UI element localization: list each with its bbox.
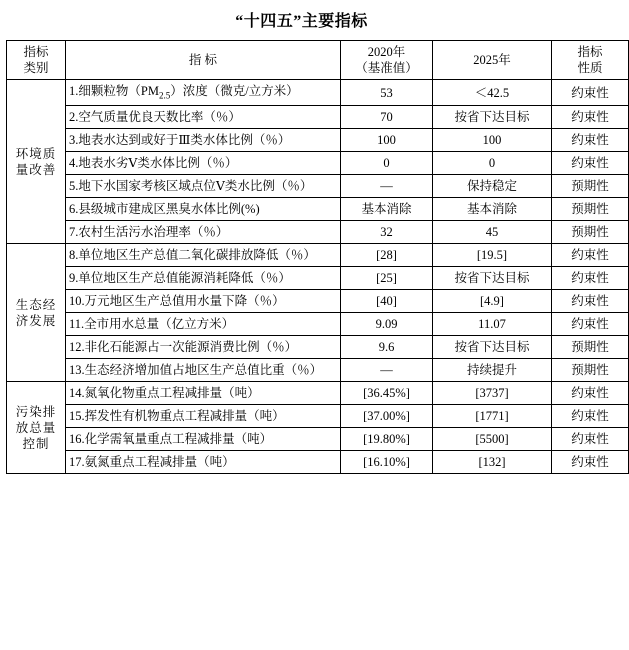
table-row <box>7 221 629 244</box>
baseline-value: 100 <box>341 129 433 152</box>
indicator-type: 约束性 <box>552 106 629 129</box>
baseline-value: — <box>341 175 433 198</box>
indicator-name: 4.地表水劣Ⅴ类水体比例（％） <box>66 152 341 175</box>
baseline-value: [25] <box>341 267 433 290</box>
baseline-value: [16.10%] <box>341 451 433 474</box>
baseline-value: 9.6 <box>341 336 433 359</box>
table-row <box>7 152 629 175</box>
indicator-type: 约束性 <box>552 244 629 267</box>
table-row <box>7 382 629 405</box>
table-header <box>7 41 629 80</box>
indicator-name: 17.氨氮重点工程减排量（吨） <box>66 451 341 474</box>
table-header-row <box>7 41 629 80</box>
indicator-name: 13.生态经济增加值占地区生产总值比重（％） <box>66 359 341 382</box>
indicator-type: 预期性 <box>552 175 629 198</box>
indicator-name-subscript: 2.5 <box>158 90 171 101</box>
indicator-name-part1: 1.细颗粒物（PM <box>69 84 159 98</box>
table-body <box>7 80 629 474</box>
table-row <box>7 198 629 221</box>
baseline-value: 9.09 <box>341 313 433 336</box>
table-row <box>7 267 629 290</box>
indicator-type: 预期性 <box>552 336 629 359</box>
indicator-name: 11.全市用水总量（亿立方米） <box>66 313 341 336</box>
target-value: 45 <box>433 221 552 244</box>
baseline-value: 53 <box>341 80 433 106</box>
indicator-type: 约束性 <box>552 451 629 474</box>
indicator-name: 8.单位地区生产总值二氧化碳排放降低（％） <box>66 244 341 267</box>
table-row <box>7 428 629 451</box>
indicator-type: 预期性 <box>552 221 629 244</box>
table-row <box>7 405 629 428</box>
target-value: 按省下达目标 <box>433 106 552 129</box>
baseline-value: [28] <box>341 244 433 267</box>
indicator-name: 7.农村生活污水治理率（％） <box>66 221 341 244</box>
indicator-name: 15.挥发性有机物重点工程减排量（吨） <box>66 405 341 428</box>
baseline-value: 32 <box>341 221 433 244</box>
page-title: “十四五”主要指标 <box>235 13 368 30</box>
indicator-type: 预期性 <box>552 198 629 221</box>
table-row <box>7 106 629 129</box>
baseline-value: [36.45%] <box>341 382 433 405</box>
indicator-name-part2: ）浓度（微克/立方米） <box>170 84 299 98</box>
baseline-value: [40] <box>341 290 433 313</box>
column-header-target: 2025年 <box>433 41 552 80</box>
target-value: [3737] <box>433 382 552 405</box>
target-value: 保持稳定 <box>433 175 552 198</box>
target-value: 11.07 <box>433 313 552 336</box>
column-header-baseline-line1: 2020年 <box>367 45 406 59</box>
target-value: ＜42.5 <box>433 80 552 106</box>
target-value: 持续提升 <box>433 359 552 382</box>
indicator-type: 约束性 <box>552 382 629 405</box>
indicator-name: 14.氮氧化物重点工程减排量（吨） <box>66 382 341 405</box>
table-row <box>7 290 629 313</box>
column-header-indicator: 指 标 <box>66 41 341 80</box>
column-header-baseline <box>341 41 433 80</box>
column-header-type-line1: 指标 <box>577 45 603 59</box>
indicator-type: 约束性 <box>552 290 629 313</box>
column-header-type-line2: 性质 <box>577 61 603 75</box>
table-row <box>7 451 629 474</box>
target-value: 100 <box>433 129 552 152</box>
column-header-type <box>552 41 629 80</box>
column-header-baseline-line2: （基准值） <box>355 61 418 75</box>
indicator-name: 12.非化石能源占一次能源消费比例（％） <box>66 336 341 359</box>
baseline-value: 70 <box>341 106 433 129</box>
indicator-name: 2.空气质量优良天数比率（％） <box>66 106 341 129</box>
target-value: [4.9] <box>433 290 552 313</box>
indicator-type: 约束性 <box>552 428 629 451</box>
indicator-name: 10.万元地区生产总值用水量下降（％） <box>66 290 341 313</box>
indicator-type: 约束性 <box>552 313 629 336</box>
target-value: 按省下达目标 <box>433 267 552 290</box>
target-value: [5500] <box>433 428 552 451</box>
indicator-name: 5.地下水国家考核区域点位Ⅴ类水比例（％） <box>66 175 341 198</box>
category-cell-pollution-control: 污染排放总量控制 <box>7 382 66 474</box>
indicator-type: 约束性 <box>552 152 629 175</box>
baseline-value: 基本消除 <box>341 198 433 221</box>
target-value: [19.5] <box>433 244 552 267</box>
indicator-name: 3.地表水达到或好于Ⅲ类水体比例（％） <box>66 129 341 152</box>
baseline-value: [37.00%] <box>341 405 433 428</box>
target-value: [1771] <box>433 405 552 428</box>
indicator-name: 6.县级城市建成区黑臭水体比例(%) <box>66 198 341 221</box>
category-cell-environment: 环境质量改善 <box>7 80 66 244</box>
table-row <box>7 359 629 382</box>
column-header-category <box>7 41 66 80</box>
indicator-type: 约束性 <box>552 129 629 152</box>
target-value: 基本消除 <box>433 198 552 221</box>
table-row <box>7 336 629 359</box>
indicator-type: 约束性 <box>552 267 629 290</box>
baseline-value: 0 <box>341 152 433 175</box>
main-indicators-table <box>6 40 629 474</box>
indicator-type: 约束性 <box>552 80 629 106</box>
column-header-category-line2: 类别 <box>23 61 49 75</box>
baseline-value: — <box>341 359 433 382</box>
column-header-category-line1: 指标 <box>23 45 49 59</box>
table-row <box>7 80 629 106</box>
table-row <box>7 175 629 198</box>
table-row <box>7 129 629 152</box>
indicator-name <box>66 80 341 106</box>
target-value: 0 <box>433 152 552 175</box>
category-cell-eco-economy: 生态经济发展 <box>7 244 66 382</box>
indicator-name: 16.化学需氧量重点工程减排量（吨） <box>66 428 341 451</box>
target-value: 按省下达目标 <box>433 336 552 359</box>
indicator-type: 约束性 <box>552 405 629 428</box>
target-value: [132] <box>433 451 552 474</box>
table-row <box>7 313 629 336</box>
indicator-type: 预期性 <box>552 359 629 382</box>
indicator-name: 9.单位地区生产总值能源消耗降低（％） <box>66 267 341 290</box>
baseline-value: [19.80%] <box>341 428 433 451</box>
table-row <box>7 244 629 267</box>
